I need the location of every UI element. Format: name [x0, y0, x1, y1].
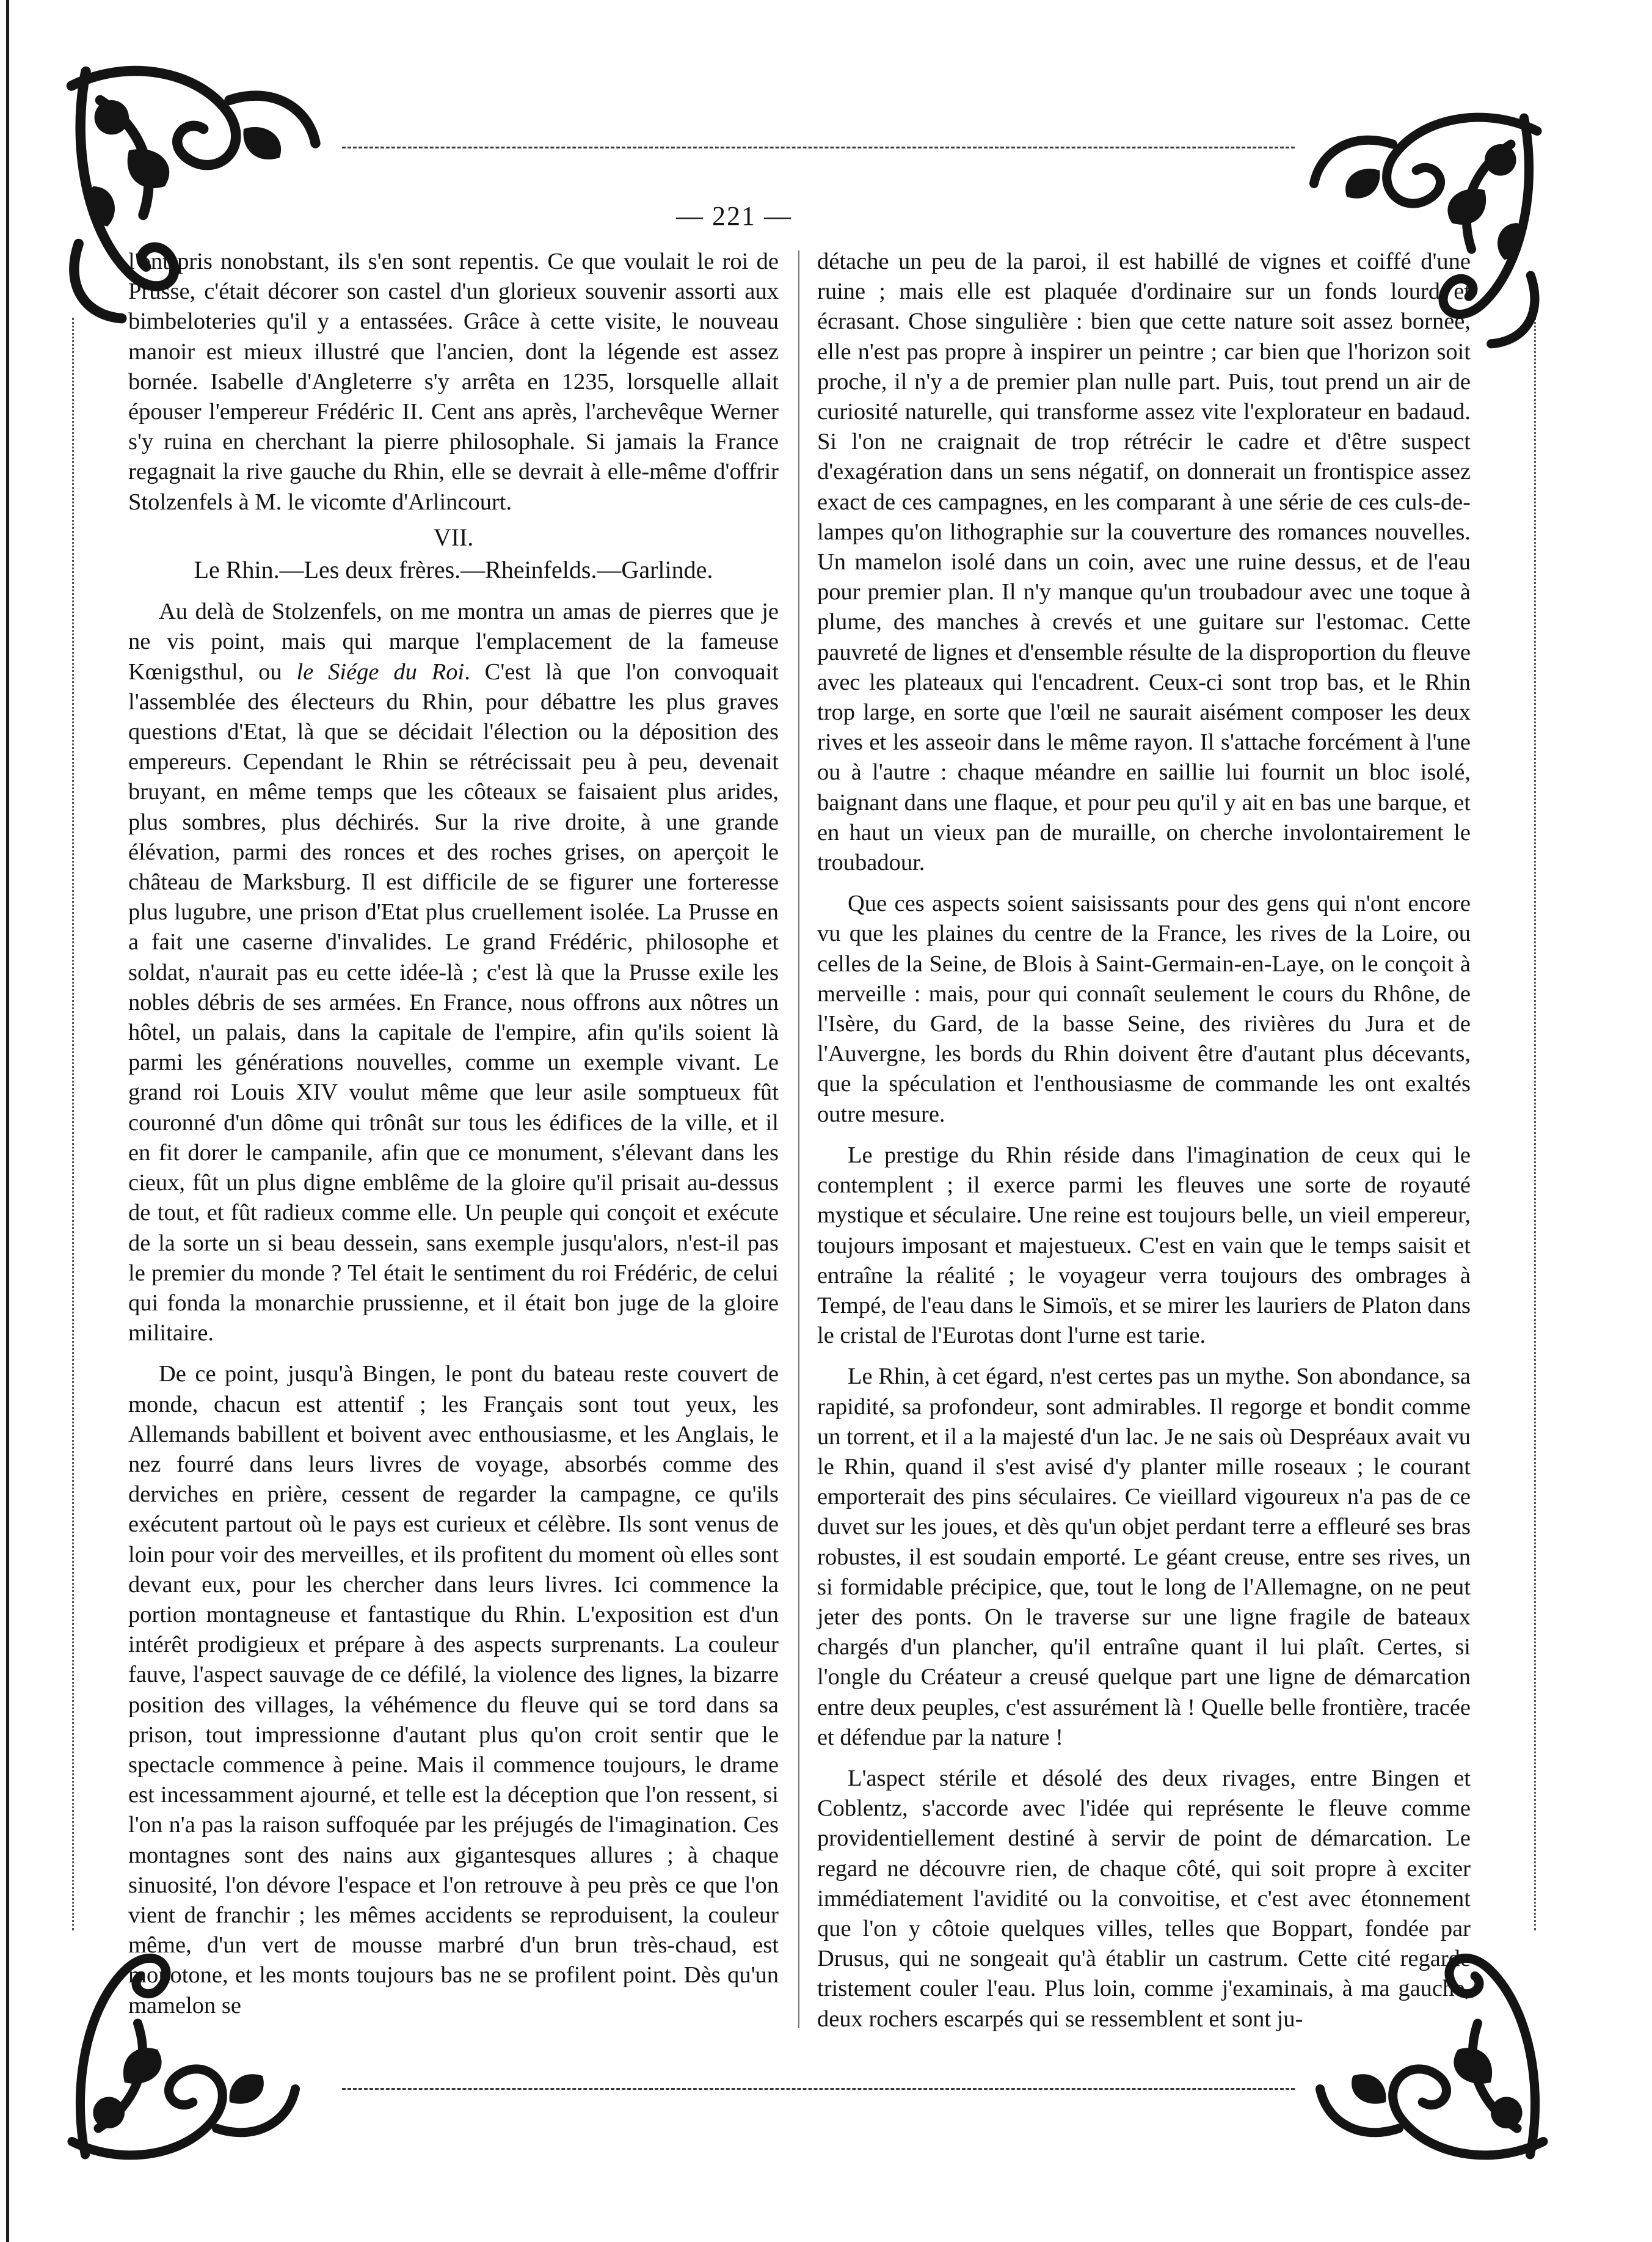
left-column — [128, 247, 779, 2021]
paragraph: De ce point, jusqu'à Bingen, le pont du bateau reste couvert de monde, chacun est attentif ; les Français sont tout yeux, les Allemands babillent et boivent avec enthousiasme, et les Anglais, le nez fourré dans leurs livres de voyage, absorbés comme des derviches en prière, cessent de regarder la campagne, ce qu'ils exécutent partout où le pays est curieux et célèbre. Ils sont venus de loin pour voir des merveilles, et ils profitent du moment où elles sont devant eux, pour les chercher dans leurs livres. Ici commence la portion montagneuse et fantastique du Rhin. L'exposition est d'un intérêt prodigieux et prépare à des aspects surprenants. La couleur fauve, l'aspect sauvage de ce défilé, la violence des lignes, la bizarre position des villages, la véhémence du fleuve qui se tord dans sa prison, tout impressionne d'autant plus qu'on croit sentir que le spectacle commence à peine. Mais il commence toujours, le drame est incessamment ajourné, et telle est la déception que l'on ressent, si l'on n'a pas la raison suffoquée par les préjugés de l'imagination. Ces montagnes sont des nains aux gigantesques allures ; à chaque sinuosité, l'on dévore l'espace et l'on retrouve à peu près ce que l'on vient de franchir ; les mêmes accidents se reproduisent, la couleur même, d'un vert de mousse marbré d'un brun très-chaud, est monotone, et les monts toujours bas ne se profilent point. Dès qu'un mamelon se — [128, 1361, 779, 2018]
section-title: Le Rhin.—Les deux frères.—Rheinfelds.—Garlinde. — [194, 556, 713, 584]
frame-right-border — [1534, 318, 1536, 1930]
page-number: — 221 — — [676, 201, 792, 231]
paragraph: détache un peu de la paroi, il est habillé de vignes et coiffé d'une ruine ; mais elle est plaquée d'ordinaire sur un fonds lourd et écrasant. Chose singulière : bien que cette nature soit assez bornée, elle n'est pas propre à inspirer un peintre ; car bien que l'horizon soit proche, il n'y a de premier plan nulle part. Puis, tout prend un air de curiosité naturelle, qui transforme assez vite l'explorateur en badaud. Si l'on ne craignait de trop rétrécir le cadre et d'être suspect d'exagération dans un sens négatif, on donnerait un frontispice assez exact de ces campagnes, en les comparant à une série de ces culs-de-lampes qu'on lithographie sur la couverture des romances nouvelles. Un mamelon isolé dans un coin, avec une ruine dessus, et de l'eau pour premier plan. Il n'y manque qu'un troubadour avec une toque à plume, des manches à crevés et une guitare sur l'estomac. Cette pauvreté de lignes et d'ensemble résulte de la disproportion du fleuve avec les plateaux qui l'encadrent. Ceux-ci sont trop bas, et le Rhin trop large, en sorte que l'œil ne saurait aisément composer les deux rives et les asseoir dans le même rayon. Il s'attache forcément à l'une ou à l'autre : chaque méandre en saillie lui fournit un bloc isolé, baignant dans une flaque, et pour peu qu'il y ait en bas une barque, et en haut un vieux pan de muraille, on cherche involontairement le troubadour. — [817, 249, 1471, 876]
right-column — [817, 247, 1471, 2034]
paragraph: Le prestige du Rhin réside dans l'imagination de ceux qui le contemplent ; il exerce parmi les fleuves une sorte de royauté mystique et séculaire. Une reine est toujours belle, un vieil empereur, toujours imposant et majestueux. C'est en vain que le temps saisit et entraîne la réalité ; le voyageur verra toujours des ombrages à Tempé, de l'eau dans le Simoïs, et se mirer les lauriers de Platon dans le cristal de l'Eurotas dont l'urne est tarie. — [817, 1142, 1471, 1349]
frame-left-border — [72, 318, 74, 1930]
paragraph: L'aspect stérile et désolé des deux rivages, entre Bingen et Coblentz, s'accorde avec l'idée qui représente le fleuve comme providentiellement destiné à servir de point de démarcation. Le regard ne découvre rien, de chaque côté, qui soit propre à exciter immédiatement l'avidité ou la convoitise, et c'est avec étonnement que l'on y côtoie quelques villes, telles que Boppart, fondée par Drusus, qui ne songeait qu'à établir un castrum. Cette cité regarde tristement couler l'eau. Plus loin, comme j'examinais, à ma gauche, deux rochers escarpés qui se ressemblent et sont ju- — [817, 1765, 1471, 2032]
frame-bottom-border — [342, 2088, 1295, 2090]
column-divider — [798, 250, 799, 2028]
paragraph — [128, 597, 779, 1348]
paragraph-text: Au delà de Stolzenfels, on me montra un amas de pierres que je ne vis point, mais qui marque l'emplacement de la fameuse Kœnigsthul, ou — [128, 599, 779, 685]
section-number: VII. — [433, 523, 474, 551]
binding-edge — [6, 0, 9, 2242]
paragraph: l'ont pris nonobstant, ils s'en sont repentis. Ce que voulait le roi de Prusse, c'était décorer son castel d'un glorieux souvenir assorti aux bimbeloteries qu'il y a entassées. Grâce à cette visite, le nouveau manoir est mieux illustré que l'ancien, dont la légende est assez bornée. Isabelle d'Angleterre s'y arrêta en 1235, lorsquelle allait épouser l'empereur Frédéric II. Cent ans après, l'archevêque Werner s'y ruina en cherchant la pierre philosophale. Si jamais la France regagnait la rive gauche du Rhin, elle se devrait à elle-même d'offrir Stolzenfels à M. le vicomte d'Arlincourt. — [128, 249, 779, 515]
paragraph-text: . C'est là que l'on convoquait l'assemblée des électeurs du Rhin, pour débattre les plus graves questions d'Etat, là que se décidait l'élection ou la déposition des empereurs. Cependant le Rhin se rétrécissait peu à peu, devenait bruyant, en même temps que les côteaux se faisaient plus arides, plus sombres, plus déchirés. Sur la rive droite, à une grande élévation, parmi des ronces et des roches grises, on aperçoit le château de Marksburg. Il est difficile de se figurer une forteresse plus lugubre, une prison d'Etat plus cruellement isolée. La Prusse en a fait une caserne d'invalides. Le grand Frédéric, philosophe et soldat, n'aurait pas eu cette idée-là ; c'est là que la Prusse exile les nobles débris de ses armées. En France, nous offrons aux nôtres un hôtel, un palais, dans la capitale de l'empire, afin qu'ils soient là parmi les générations nouvelles, comme un exemple vivant. Le grand roi Louis XIV voulut même que leur asile somptueux fût couronné d'un dôme qui trônât sur tous les édifices de la ville, et il en fit dorer le campanile, afin que ce monument, s'élevant dans les cieux, fût un plus digne emblême de la gloire qu'il prisait au-dessus de tout, et fût radieux comme elle. Un peuple qui conçoit et exécute de la sorte un si beau dessein, sans exemple jusqu'alors, n'est-il pas le premier du monde ? Tel était le sentiment du roi Frédéric, de celui qui fonda la monarchie prussienne, et il était bon juge de la gloire militaire. — [128, 659, 779, 1346]
frame-top-border — [342, 147, 1295, 148]
paragraph: Le Rhin, à cet égard, n'est certes pas un mythe. Son abondance, sa rapidité, sa profondeur, sont admirables. Il regorge et bondit comme un torrent, et il a la majesté d'un lac. Je ne sais où Despréaux avait vu le Rhin, quand il s'est avisé d'y planter mille roseaux ; le courant emporterait des pins séculaires. Ce vieillard vigoureux n'a pas de ce duvet sur les joues, et dès qu'un objet perdant terre a effleuré ses bras robustes, il est soudain emporté. Le géant creuse, entre ses rives, un si formidable précipice, que, tout le long de l'Allemagne, on ne peut jeter des ponts. On le traverse sur une ligne fragile de bateaux chargés d'un plancher, qu'il entraîne quant il lui plaît. Certes, si l'ongle du Créateur a creusé quelque part une ligne de démarcation entre deux peuples, c'est assurément là ! Quelle belle frontière, tracée et défendue par la nature ! — [817, 1364, 1471, 1750]
paragraph: Que ces aspects soient saisissants pour des gens qui n'ont encore vu que les plaines du centre de la France, les rives de la Loire, ou celles de la Seine, de Blois à Saint-Germain-en-Laye, on le conçoit à merveille : mais, pour qui connaît seulement le cours du Rhône, de l'Isère, du Gard, de la basse Seine, des rivières du Jura et de l'Auvergne, les bords du Rhin doivent être d'autant plus décevants, que la spéculation et l'enthousiasme de commande les ont exaltés outre mesure. — [817, 891, 1471, 1127]
italic-term: le Siége du Roi — [296, 659, 465, 685]
